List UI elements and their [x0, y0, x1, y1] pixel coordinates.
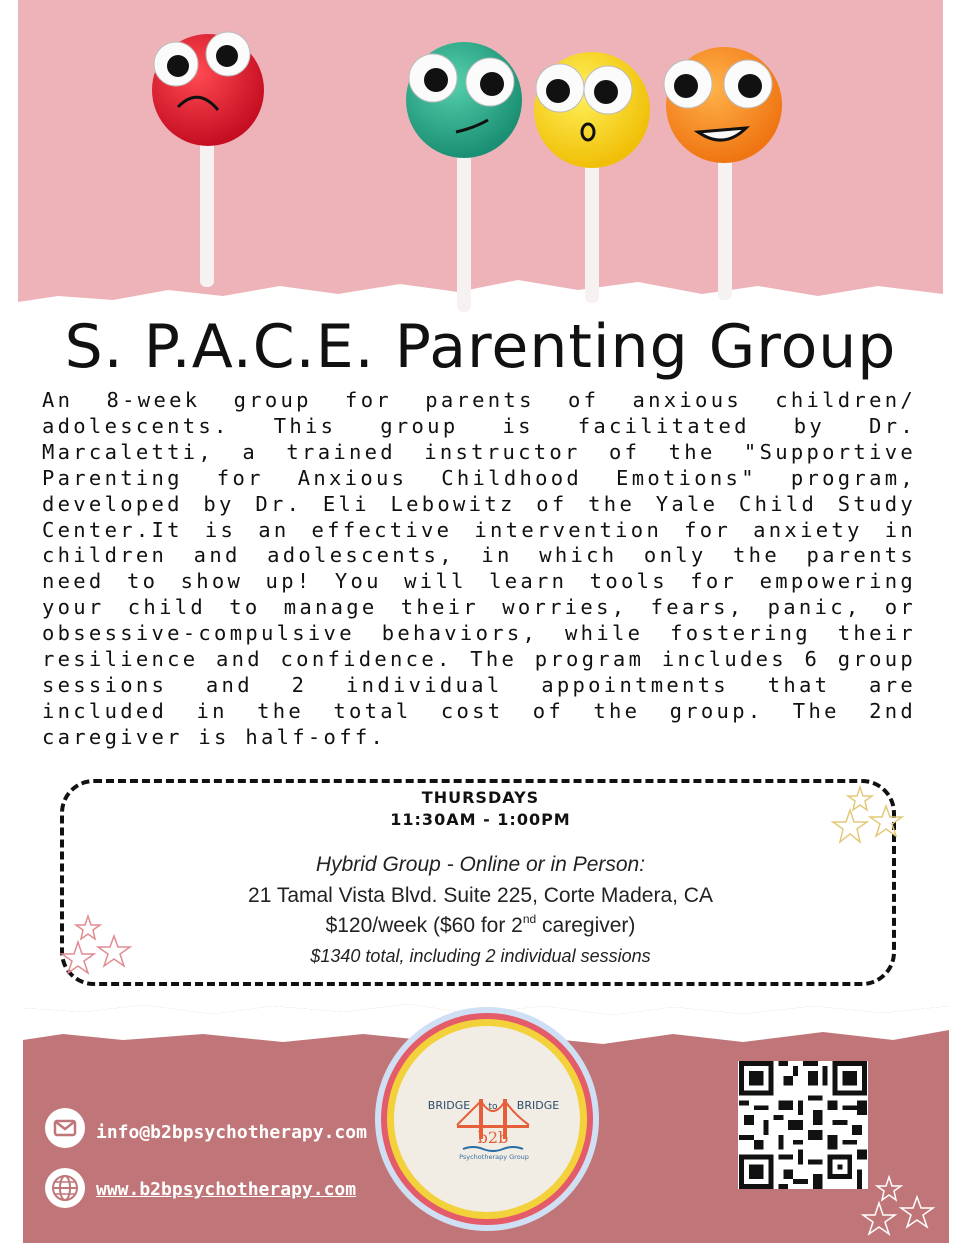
page-title: S. P.A.C.E. Parenting Group	[64, 312, 897, 382]
logo-word-right: BRIDGE	[516, 1099, 560, 1112]
logo-mark: b2b	[477, 1128, 509, 1147]
email-address[interactable]: info@b2bpsychotherapy.com	[96, 1122, 367, 1143]
logo-word-mid: to	[488, 1102, 498, 1112]
office-address: 21 Tamal Vista Blvd. Suite 225, Corte Madera, CA	[248, 884, 713, 907]
total-cost: $1340 total, including 2 individual sessions	[310, 946, 651, 966]
program-description: An 8-week group for parents of anxious children/ adolescents. This group is facilitated by Dr. Marcaletti, a trained instructor of the "Supportive Parenting for Anxious Childhood Emotions" program, developed by Dr. Eli Lebowitz of the Yale Child Study Center.It is an effective intervention for anxiety in children and adolescents, in which only the parents need to show up! You will learn tools for empowering your child to manage their worries, fears, panic, or obsessive-compulsive behaviors, while fostering their resilience and confidence. The program includes 6 group sessions and 2 individual appointments that are included in the total cost of the group. The 2nd caregiver is half-off.	[42, 388, 916, 749]
price-end: caregiver)	[536, 914, 636, 937]
group-format: Hybrid Group - Online or in Person:	[315, 853, 646, 876]
weekly-price	[0, 914, 961, 938]
hero-photo	[18, 0, 943, 320]
stars-decoration-bottom-right	[857, 1173, 939, 1243]
qr-code[interactable]	[738, 1061, 868, 1189]
price-main: $120/week ($60 for 2	[325, 914, 523, 937]
price-superscript: nd	[522, 912, 537, 926]
bridge-to-bridge-logo	[373, 1005, 601, 1233]
logo-subtitle: Psychotherapy Group	[459, 1153, 529, 1161]
stars-decoration-left	[58, 912, 138, 982]
meeting-day: THURSDAYS	[421, 788, 540, 807]
stars-decoration-top-right	[826, 782, 910, 854]
meeting-time: 11:30AM - 1:00PM	[390, 810, 571, 829]
globe-icon	[45, 1168, 85, 1208]
logo-word-left: BRIDGE	[427, 1099, 471, 1112]
mail-icon	[45, 1108, 85, 1148]
website-link[interactable]: www.b2bpsychotherapy.com	[96, 1179, 357, 1200]
